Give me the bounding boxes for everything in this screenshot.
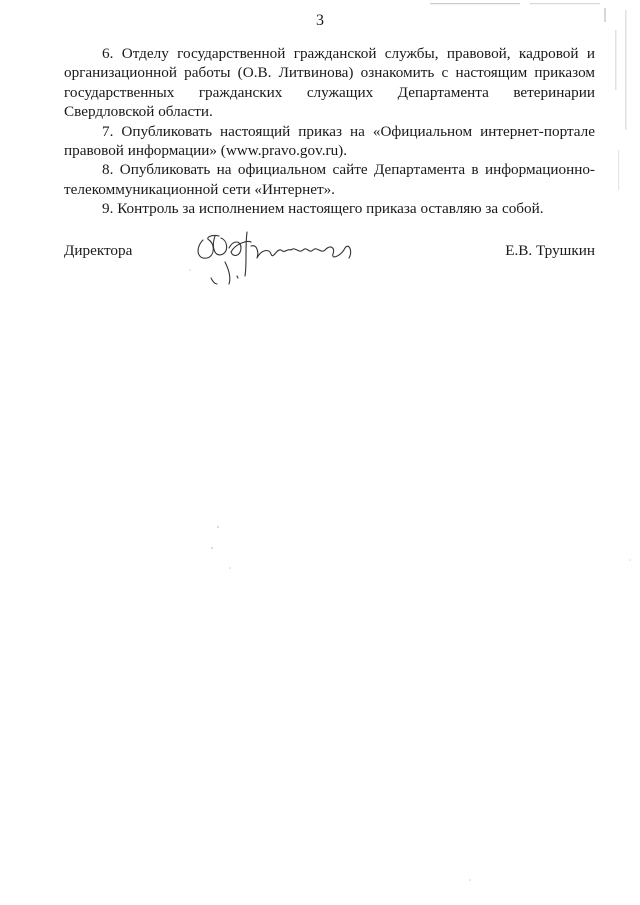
signatory-name: Е.В. Трушкин — [505, 242, 595, 259]
page-number: 3 — [316, 12, 324, 29]
signatory-title: Директора — [64, 242, 133, 259]
paragraph-9: 9. Контроль за исполнением настоящего приказа оставляю за собой. — [102, 200, 544, 218]
handwritten-signature — [185, 218, 375, 298]
paragraph-7: 7. Опубликовать настоящий приказ на «Официальном интернет-портале правовой информации» (www.pravo.gov.ru). — [64, 122, 595, 160]
paragraph-8: 8. Опубликовать на официальном сайте Департамента в информационно-телекоммуникационной сети «Интернет». — [64, 161, 595, 198]
paragraph-6: 6. Отделу государственной гражданской службы, правовой, кадровой и организационной работы (О.В. Литвинова) ознакомить с настоящим приказом государственных гражданских служащих Департамента ветеринарии Свердловской области. — [64, 45, 595, 121]
document-body — [64, 44, 595, 219]
